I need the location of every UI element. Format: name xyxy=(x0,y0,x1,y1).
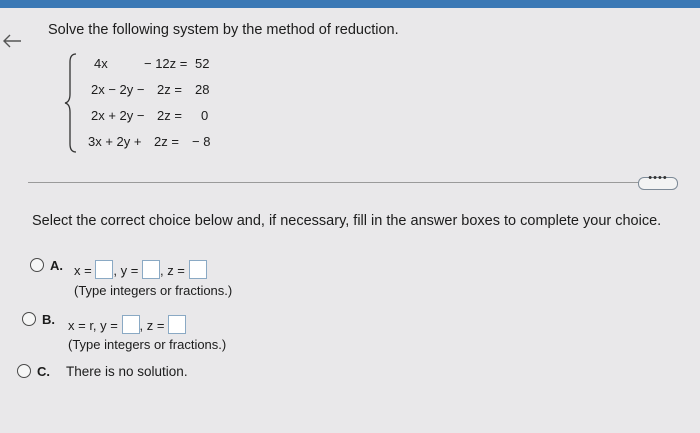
x-label: x = r, xyxy=(68,318,97,333)
equation-system xyxy=(64,52,224,154)
option-a-answer xyxy=(74,260,207,279)
equation-lhs: 4x xyxy=(94,56,108,71)
equation-rhs: 0 xyxy=(201,108,209,123)
equation-lhs: 3x + 2y + xyxy=(88,134,142,149)
y-answer-box[interactable] xyxy=(142,260,160,279)
option-b-hint: (Type integers or fractions.) xyxy=(68,337,227,352)
instruction-text: Select the correct choice below and, if necessary, fill in the answer boxes to complete your choice. xyxy=(32,213,662,229)
separator: , xyxy=(159,263,164,278)
option-a-hint: (Type integers or fractions.) xyxy=(74,283,233,298)
equation-z-term: 2z = xyxy=(154,134,179,149)
option-b-letter: B. xyxy=(42,312,55,327)
question-prompt: Solve the following system by the method of reduction. xyxy=(48,22,399,38)
ellipsis-icon: •••• xyxy=(648,172,668,184)
option-a-radio[interactable] xyxy=(30,258,44,272)
section-divider xyxy=(28,182,670,183)
more-button[interactable] xyxy=(638,172,678,190)
back-arrow-icon[interactable] xyxy=(2,33,22,49)
y-answer-box[interactable] xyxy=(122,315,140,334)
top-bar xyxy=(0,0,700,8)
separator: , xyxy=(113,263,117,278)
equation-rhs: 52 xyxy=(195,56,210,71)
equation-rhs: 28 xyxy=(195,82,210,97)
x-answer-box[interactable] xyxy=(95,260,113,279)
equation-lhs: 2x − 2y − xyxy=(91,82,145,97)
separator: , xyxy=(139,318,144,333)
option-a-letter: A. xyxy=(50,258,63,273)
option-b-radio[interactable] xyxy=(22,312,36,326)
z-label: z = xyxy=(146,318,165,333)
x-label: x = xyxy=(74,263,92,278)
z-answer-box[interactable] xyxy=(168,315,186,334)
z-answer-box[interactable] xyxy=(189,260,207,279)
equation-z-term: − 12z = xyxy=(144,56,188,71)
option-c-radio[interactable] xyxy=(17,364,31,378)
option-c-text: There is no solution. xyxy=(66,364,188,379)
option-c-letter: C. xyxy=(37,364,50,379)
equation-z-term: 2z = xyxy=(157,82,182,97)
equation-rhs: − 8 xyxy=(192,134,211,149)
equation-row xyxy=(64,134,224,209)
option-b-answer xyxy=(68,315,186,334)
y-label: y = xyxy=(120,263,139,278)
z-label: z = xyxy=(167,263,185,278)
equation-lhs: 2x + 2y − xyxy=(91,108,145,123)
y-label: y = xyxy=(100,318,118,333)
equation-z-term: 2z = xyxy=(157,108,182,123)
